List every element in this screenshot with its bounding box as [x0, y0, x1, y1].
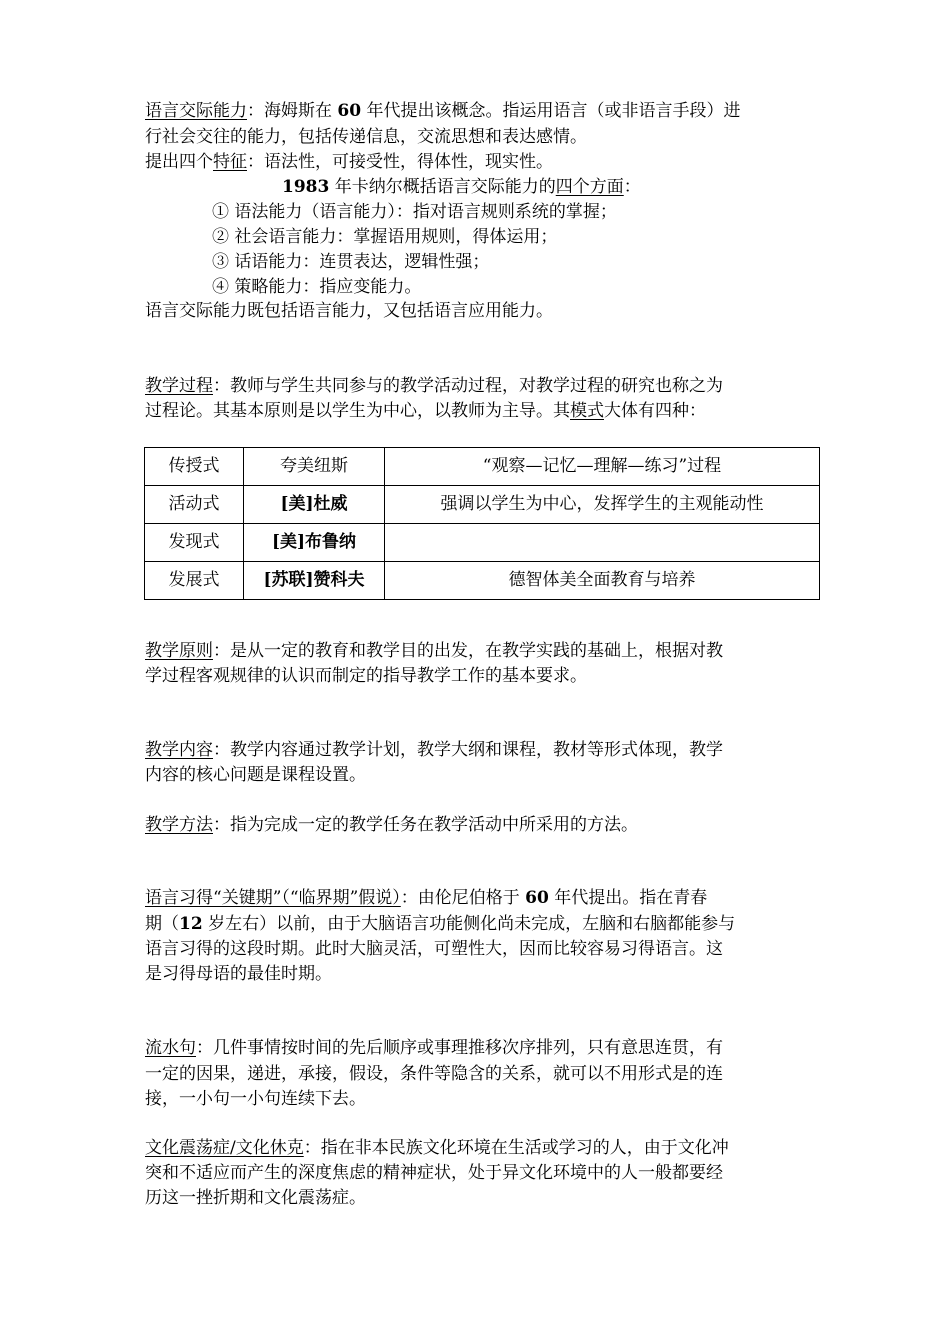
s1-list-item: ④ 策略能力：指应变能力。 — [212, 277, 422, 297]
mode-founder: [美]杜威 — [244, 486, 385, 524]
term-teaching-content: 教学内容 — [145, 740, 213, 760]
s2-line2: 过程论。其基本原则是以学生为中心，以教师为主导。其模式大体有四种： — [145, 401, 706, 421]
s7-line2: 一定的因果，递进，承接，假设，条件等隐含的关系，就可以不用形式是的连 — [145, 1064, 723, 1084]
mode-name: 发现式 — [145, 524, 244, 562]
s1-line1: 语言交际能力：海姆斯在 60 年代提出该概念。指运用语言（或非语言手段）进 — [145, 101, 741, 121]
s3-line1: 教学原则：是从一定的教育和教学目的出发，在教学实践的基础上，根据对教 — [145, 641, 723, 661]
s7-line1: 流水句：几件事情按时间的先后顺序或事理推移次序排列，只有意思连贯，有 — [145, 1038, 723, 1058]
teaching-modes-table — [144, 447, 820, 600]
term-teaching-process: 教学过程 — [145, 376, 213, 396]
s1-line3: 提出四个特征：语法性，可接受性，得体性，现实性。 — [145, 152, 553, 172]
s1-line9: 语言交际能力既包括语言能力，又包括语言应用能力。 — [145, 301, 553, 321]
s1-line4: 1983 年卡纳尔概括语言交际能力的四个方面： — [282, 177, 641, 197]
s8-line1: 文化震荡症/文化休克：指在非本民族文化环境在生活或学习的人，由于文化冲 — [145, 1138, 729, 1158]
s6-line3: 语言习得的这段时期。此时大脑灵活，可塑性大，因而比较容易习得语言。这 — [145, 939, 723, 959]
mode-description — [385, 524, 820, 562]
s7-line3: 接，一小句一小句连续下去。 — [145, 1089, 366, 1109]
term-critical-period: 语言习得“关键期”（“临界期”假说） — [145, 888, 401, 908]
term-modes: 模式 — [570, 401, 604, 421]
table-row — [145, 486, 820, 524]
term-communicative-competence: 语言交际能力 — [145, 101, 247, 121]
s1-list-item: ② 社会语言能力：掌握语用规则，得体运用； — [212, 227, 558, 247]
s2-line1: 教学过程：教师与学生共同参与的教学活动过程，对教学过程的研究也称之为 — [145, 376, 723, 396]
mode-description: 德智体美全面教育与培养 — [385, 562, 820, 600]
term-teaching-principles: 教学原则 — [145, 641, 213, 661]
mode-founder: [苏联]赞科夫 — [244, 562, 385, 600]
term-teaching-methods: 教学方法 — [145, 815, 213, 835]
s5-line1: 教学方法：指为完成一定的教学任务在教学活动中所采用的方法。 — [145, 815, 638, 835]
s1-line2: 行社会交往的能力，包括传递信息，交流思想和表达感情。 — [145, 127, 587, 147]
s8-line2: 突和不适应而产生的深度焦虑的精神症状，处于异文化环境中的人一般都要经 — [145, 1163, 723, 1183]
mode-name: 活动式 — [145, 486, 244, 524]
table-row — [145, 524, 820, 562]
s1-list-item: ① 语法能力（语言能力）：指对语言规则系统的掌握； — [212, 202, 617, 222]
mode-description: 强调以学生为中心，发挥学生的主观能动性 — [385, 486, 820, 524]
term-run-on-sentence: 流水句 — [145, 1038, 196, 1058]
s8-line3: 历这一挫折期和文化震荡症。 — [145, 1188, 366, 1208]
s6-line2: 期（12 岁左右）以前，由于大脑语言功能侧化尚未完成，左脑和右脑都能参与 — [145, 914, 736, 934]
s6-line4: 是习得母语的最佳时期。 — [145, 964, 332, 984]
mode-description: “观察—记忆—理解—练习”过程 — [385, 448, 820, 486]
term-features: 特征 — [213, 152, 247, 172]
term-four-aspects: 四个方面 — [555, 177, 624, 197]
term-culture-shock: 文化震荡症/文化休克 — [145, 1138, 304, 1158]
mode-founder: [美]布鲁纳 — [244, 524, 385, 562]
mode-name: 传授式 — [145, 448, 244, 486]
table-row — [145, 448, 820, 486]
s4-line2: 内容的核心问题是课程设置。 — [145, 765, 366, 785]
table-row — [145, 562, 820, 600]
mode-founder: 夸美纽斯 — [244, 448, 385, 486]
mode-name: 发展式 — [145, 562, 244, 600]
s4-line1: 教学内容：教学内容通过教学计划，教学大纲和课程，教材等形式体现，教学 — [145, 740, 723, 760]
s6-line1: 语言习得“关键期”（“临界期”假说）：由伦尼伯格于 60 年代提出。指在青春 — [145, 888, 708, 908]
s3-line2: 学过程客观规律的认识而制定的指导教学工作的基本要求。 — [145, 666, 587, 686]
s1-list-item: ③ 话语能力：连贯表达，逻辑性强； — [212, 252, 490, 272]
